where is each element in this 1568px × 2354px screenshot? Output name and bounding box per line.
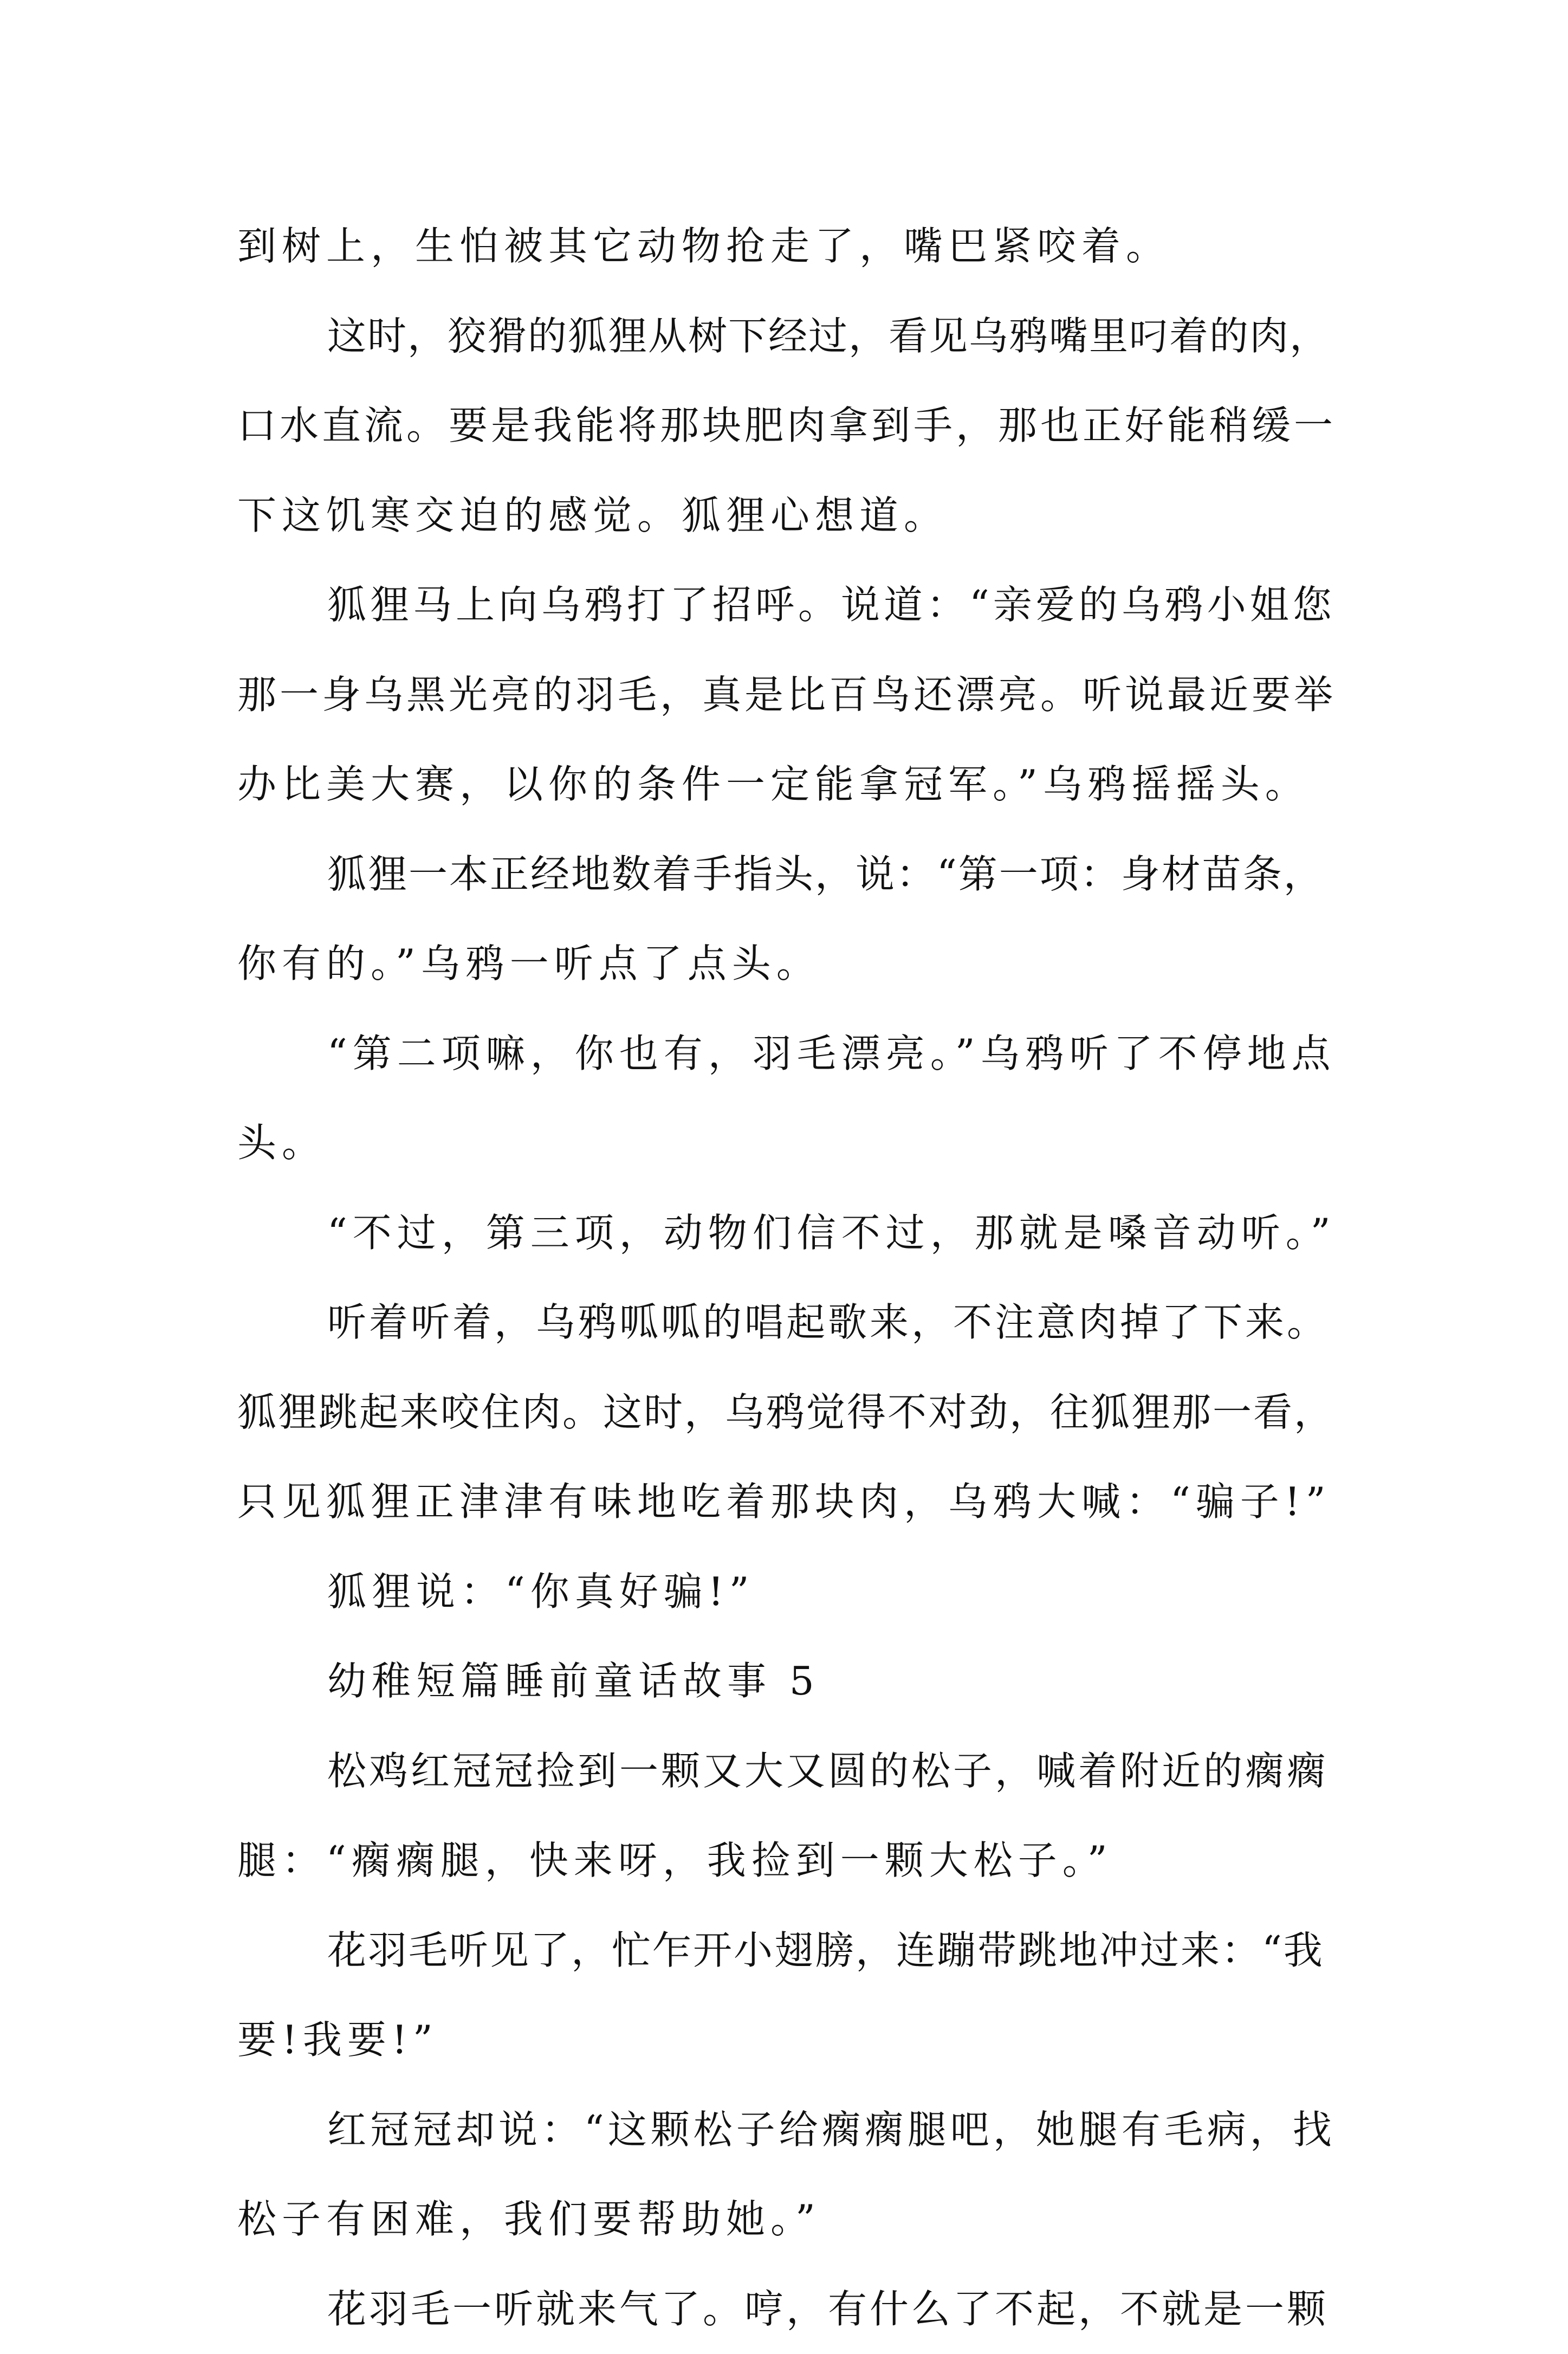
text-line: 花羽毛一听就来气了。哼，有什么了不起，不就是一颗	[237, 2265, 1337, 2354]
text-line: “第二项嘛，你也有，羽毛漂亮。”乌鸦听了不停地点	[237, 1009, 1337, 1099]
text-line: 到树上，生怕被其它动物抢走了，嘴巴紧咬着。	[237, 202, 1337, 292]
text-line: 办比美大赛，以你的条件一定能拿冠军。”乌鸦摇摇头。	[237, 740, 1337, 830]
text-line: 狐狸一本正经地数着手指头，说：“第一项：身材苗条，	[237, 830, 1337, 920]
text-line: 这时，狡猾的狐狸从树下经过，看见乌鸦嘴里叼着的肉，	[237, 292, 1337, 381]
text-line: 红冠冠却说：“这颗松子给瘸瘸腿吧，她腿有毛病，找	[237, 2085, 1337, 2175]
text-line: 头。	[237, 1098, 1337, 1188]
text-line: 狐狸马上向乌鸦打了招呼。说道：“亲爱的乌鸦小姐您	[237, 560, 1337, 650]
text-line: 你有的。”乌鸦一听点了点头。	[237, 919, 1337, 1009]
text-line: 松子有困难，我们要帮助她。”	[237, 2175, 1337, 2265]
text-line: 下这饥寒交迫的感觉。狐狸心想道。	[237, 471, 1337, 561]
text-line: 要!我要!”	[237, 1995, 1337, 2085]
text-line: 听着听着，乌鸦呱呱的唱起歌来，不注意肉掉了下来。	[237, 1278, 1337, 1368]
text-line: 狐狸说：“你真好骗!”	[237, 1547, 1337, 1637]
document-body	[237, 202, 1337, 2354]
text-line: 松鸡红冠冠捡到一颗又大又圆的松子，喊着附近的瘸瘸	[237, 1726, 1337, 1816]
text-line: 口水直流。要是我能将那块肥肉拿到手，那也正好能稍缓一	[237, 381, 1337, 471]
text-line: 幼稚短篇睡前童话故事 5	[237, 1637, 1337, 1726]
text-line: 只见狐狸正津津有味地吃着那块肉，乌鸦大喊：“骗子!”	[237, 1457, 1337, 1547]
text-line: “不过，第三项，动物们信不过，那就是嗓音动听。”	[237, 1188, 1337, 1278]
text-line: 腿：“瘸瘸腿，快来呀，我捡到一颗大松子。”	[237, 1816, 1337, 1906]
text-line: 花羽毛听见了，忙乍开小翅膀，连蹦带跳地冲过来：“我	[237, 1906, 1337, 1996]
text-line: 狐狸跳起来咬住肉。这时，乌鸦觉得不对劲，往狐狸那一看，	[237, 1368, 1337, 1458]
text-line: 那一身乌黑光亮的羽毛，真是比百鸟还漂亮。听说最近要举	[237, 650, 1337, 740]
